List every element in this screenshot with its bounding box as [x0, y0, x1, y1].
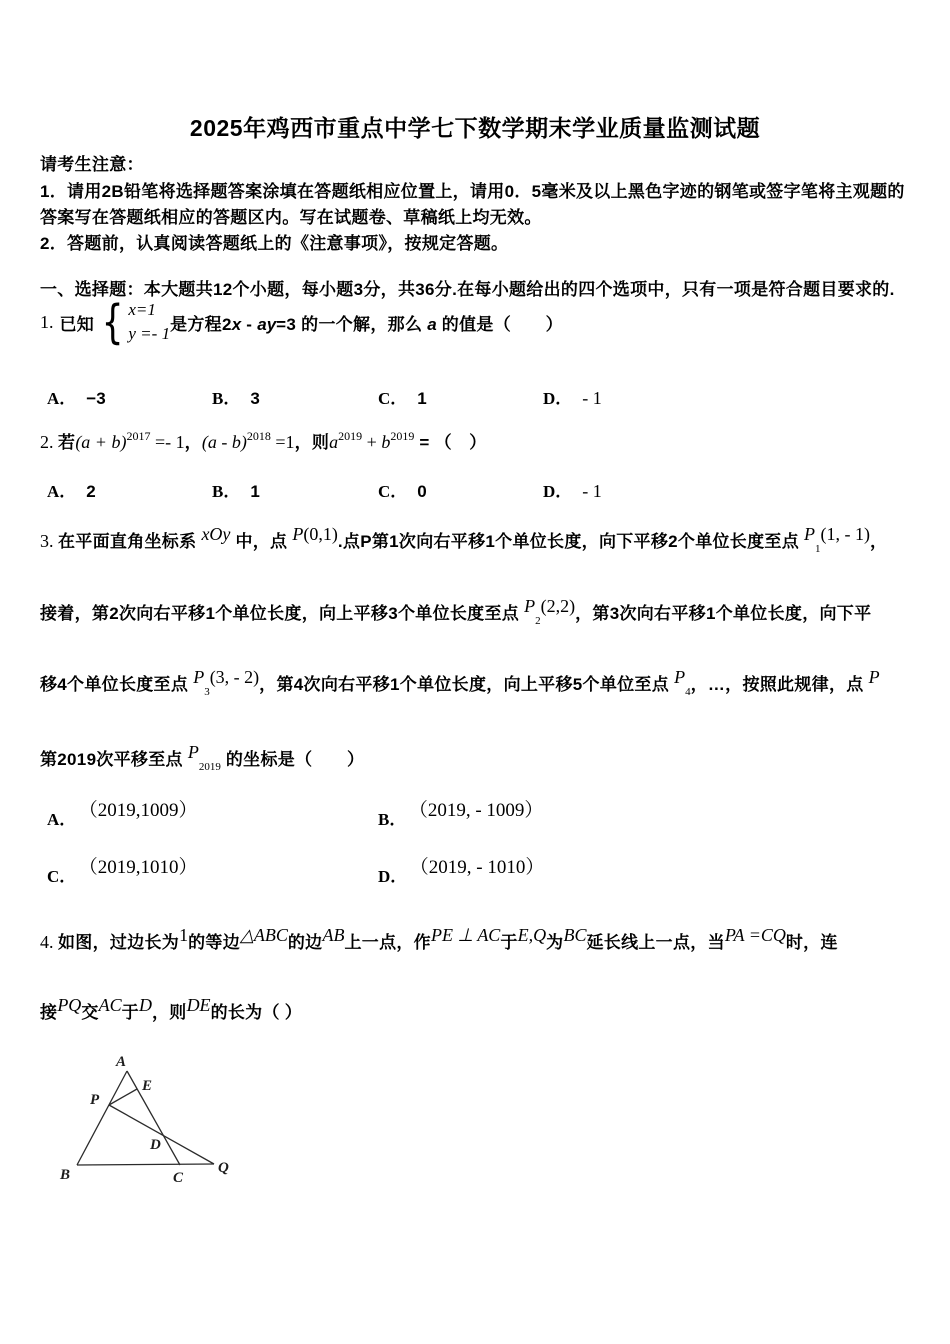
- geometry-figure: [50, 1048, 250, 1203]
- figure-label-d: D: [150, 1137, 161, 1153]
- question-3-line-3: 移4个单位长度至点 $P_3(3$, - 2)，第4次向右平移1个单位长度，向上平移5个单位至点 $P_4$，…，按照此规律，点 P: [40, 667, 880, 698]
- question-2: 2. 若$(a + b)^{2017} =- 1$，(a - b)$^{2018}$ =1，则$a^{2019} + b^{2019}$ = （ ）: [40, 429, 487, 452]
- page-title: 2025年鸡西市重点中学七下数学期末学业质量监测试题: [189, 115, 761, 141]
- figure-label-q: Q: [218, 1160, 229, 1176]
- equation-system: [128, 298, 170, 346]
- section-1-heading: 一、选择题：本大题共12个小题，每小题3分，共36分.在每小题给出的四个选项中，只有一项是符合题目要求的.: [40, 280, 895, 299]
- option-a: A． 2: [47, 482, 96, 501]
- question-1: [40, 296, 563, 348]
- option-b: B． 3: [212, 389, 260, 408]
- question-1-text: 是方程2x - ay=3 的一个解，那么 a 的值是（ ）: [170, 314, 563, 334]
- option-c: C． （2019,1010）: [47, 857, 198, 886]
- notice-heading: 请考生注意：: [40, 155, 144, 174]
- line-BQ: [77, 1164, 214, 1165]
- side-AB: [77, 1071, 127, 1165]
- question-3-line-2: 接着，第2次向右平移1个单位长度，向上平移3个单位长度至点 $P_2(2,2)$，第3次向右平移1个单位长度，向下平: [40, 596, 872, 627]
- question-1-number: 1.: [40, 311, 54, 332]
- notice-line-2: 答案写在答题纸相应的答题区内。写在试题卷、草稿纸上均无效。: [40, 208, 542, 227]
- question-3-line-4: 第2019次平移至点 $P_{2019}$ 的坐标是（ ）: [40, 742, 365, 773]
- question-4-line-2: 接PQ交AC于D，则DE的长为（ ）: [40, 995, 303, 1022]
- option-b: B． 1: [212, 482, 260, 501]
- question-3-line-1: 3. 在平面直角坐标系 xOy 中，点 P(0,1).点P第1次向右平移1个单位长度，向下平移2个单位长度至点 $P_1(1$, - 1)，: [40, 524, 888, 555]
- question-2-options: [47, 477, 907, 502]
- equation-bottom: y =- 1: [128, 324, 171, 343]
- option-d: D． （2019, - 1010）: [378, 857, 545, 886]
- segment-PQ: [109, 1105, 214, 1164]
- question-4-line-1: 4. 如图，过边长为1的等边△ABC的边AB上一点，作PE ⊥ AC于E,Q为BC延长线上一点，当PA =CQ时，连: [40, 925, 838, 952]
- option-d: D． - 1: [543, 388, 602, 408]
- option-c: C． 0: [378, 482, 427, 501]
- question-3-options-row-2: [47, 857, 747, 888]
- figure-label-a: A: [116, 1054, 127, 1070]
- question-1-options: [47, 384, 907, 409]
- notice-line-1: 1．请用2B铅笔将选择题答案涂填在答题纸相应位置上，请用0．5毫米及以上黑色字迹的钢笔或签字笔将主观题的: [40, 182, 905, 201]
- figure-label-e: E: [142, 1078, 153, 1094]
- figure-label-c: C: [173, 1170, 184, 1186]
- option-a: A． （2019,1009）: [47, 800, 198, 829]
- option-d: D． - 1: [543, 481, 602, 501]
- question-3-options-row-1: [47, 800, 747, 831]
- option-c: C． 1: [378, 389, 427, 408]
- option-a: A． −3: [47, 389, 106, 408]
- figure-label-p: P: [90, 1092, 100, 1108]
- equation-top: x=1: [128, 300, 156, 320]
- figure-label-b: B: [60, 1167, 71, 1183]
- system-brace: {: [101, 295, 124, 349]
- notice-line-3: 2．答题前，认真阅读答题纸上的《注意事项》，按规定答题。: [40, 234, 509, 253]
- question-1-pre: 已知: [59, 314, 95, 334]
- option-b: B． （2019, - 1009）: [378, 800, 544, 829]
